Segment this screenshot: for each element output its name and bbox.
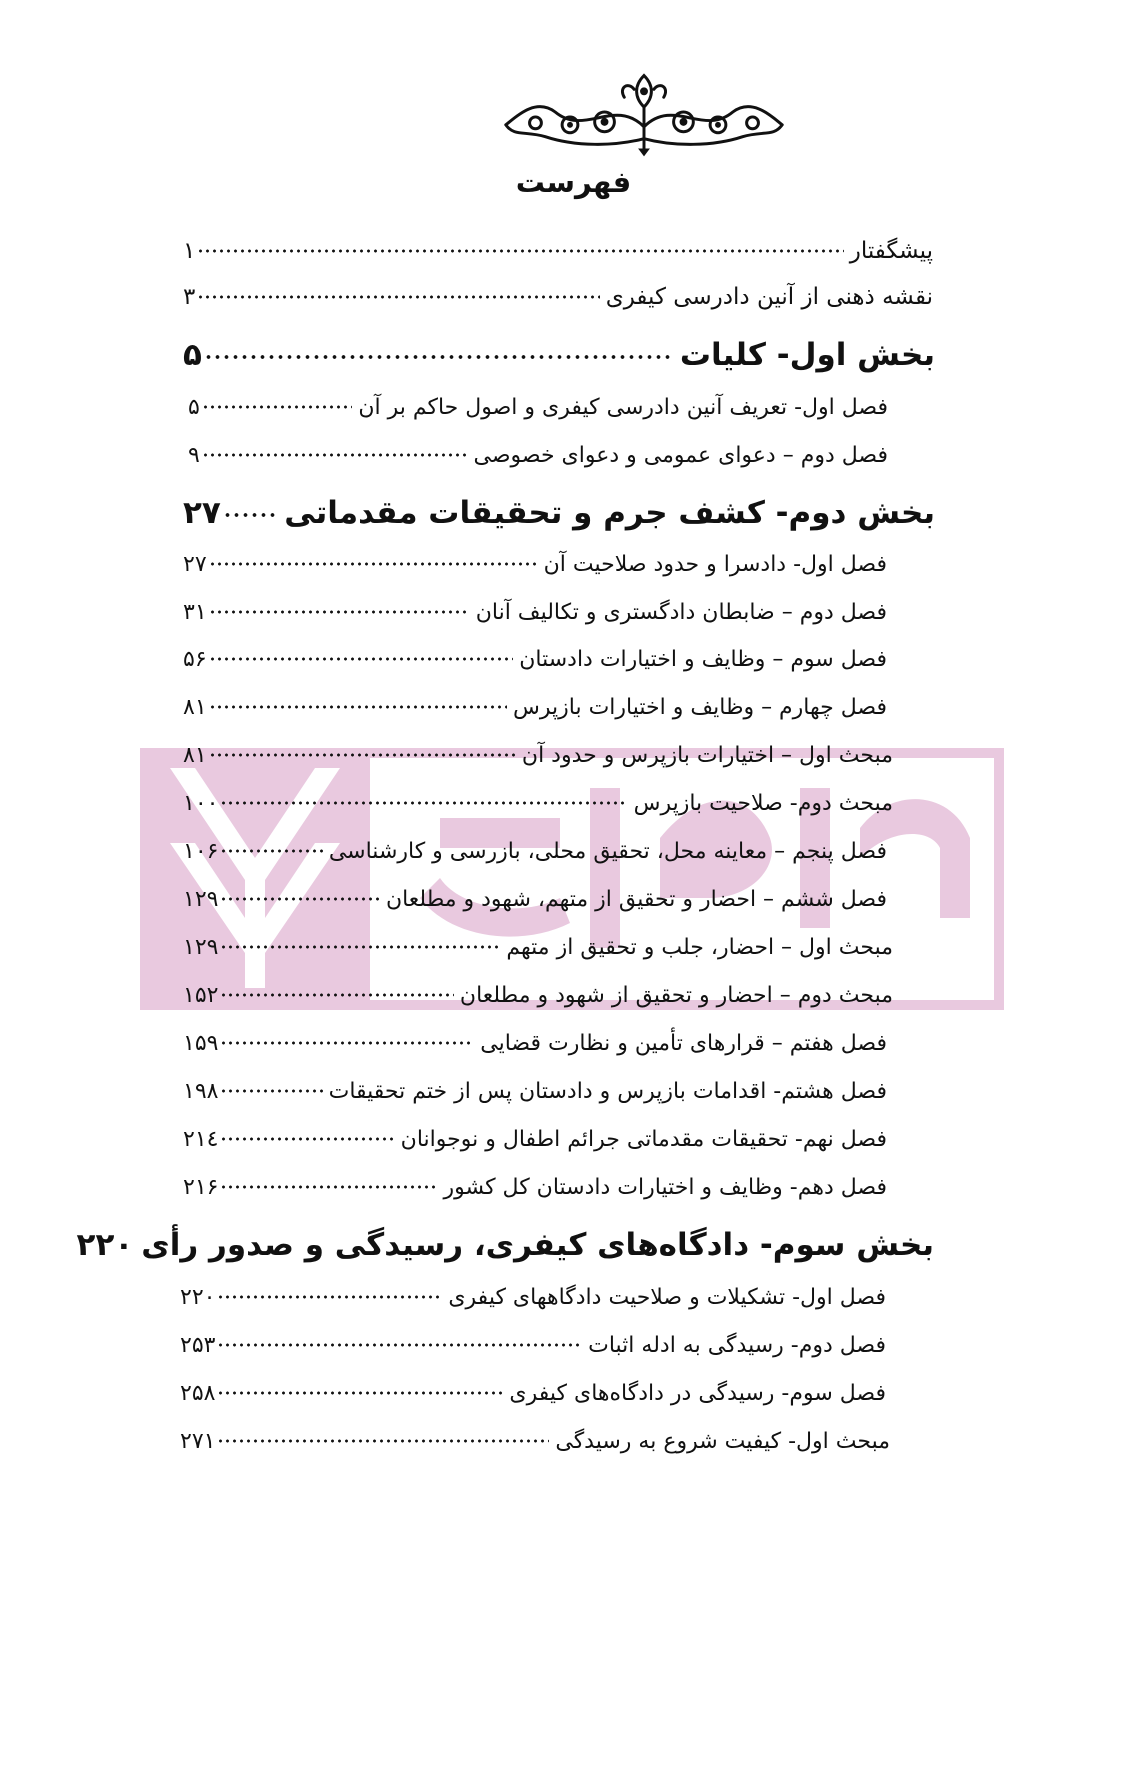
toc-section[interactable] <box>183 718 945 768</box>
dot-leader <box>217 1436 549 1446</box>
dot-leader <box>209 750 516 760</box>
entry-page: ۲۵۳ <box>180 1332 216 1358</box>
entry-label: فصل ششم – احضار و تحقیق از متهم، شهود و مطلعان <box>385 886 887 912</box>
entry-page: ۳۱ <box>183 599 207 625</box>
entry-label: فصل دوم- رسیدگی به ادله اثبات <box>588 1332 886 1358</box>
dot-leader <box>209 559 538 569</box>
toc-chapter[interactable] <box>188 370 888 420</box>
dot-leader <box>202 402 353 412</box>
entry-page: ۸۱ <box>183 742 207 768</box>
dot-leader <box>204 351 674 363</box>
entry-label: مبحث اول – احضار، جلب و تحقیق از متهم <box>506 934 893 960</box>
entry-label: بخش دوم- کشف جرم و تحقیقات مقدماتی <box>284 494 935 531</box>
entry-page: ۵ <box>188 394 200 420</box>
ornament-icon <box>496 66 792 158</box>
entry-page: ۳ <box>183 283 196 310</box>
entry-label: فصل دوم – ضابطان دادگستری و تکالیف آنان <box>475 599 887 625</box>
entry-page: ۸۱ <box>183 694 207 720</box>
entry-page: ۵ <box>183 336 202 373</box>
entry-label: فصل سوم – وظایف و اختیارات دادستان <box>519 646 887 672</box>
toc-chapter[interactable] <box>183 1006 887 1056</box>
toc-section[interactable] <box>183 766 945 816</box>
entry-page: ۱۹۸ <box>183 1078 219 1104</box>
dot-leader <box>220 846 322 856</box>
entry-label: فصل اول- تعریف آنین دادرسی کیفری و اصول حاکم بر آن <box>358 394 888 420</box>
dot-leader <box>223 509 278 521</box>
entry-label: نقشه ذهنی از آنین دادرسی کیفری <box>605 283 933 310</box>
dot-leader <box>220 1038 474 1048</box>
toc-chapter[interactable] <box>183 1102 887 1152</box>
dot-leader <box>220 894 379 904</box>
dot-leader <box>209 654 514 664</box>
toc-chapter[interactable] <box>183 575 887 625</box>
entry-page: ۱۰۶ <box>183 838 219 864</box>
toc-chapter[interactable] <box>188 418 888 468</box>
entry-page: ۱ <box>183 237 196 264</box>
entry-label: فصل دهم- وظایف و اختیارات دادستان کل کشور <box>443 1174 887 1200</box>
toc-chapter[interactable] <box>180 1356 886 1406</box>
toc-part-3[interactable] <box>76 1212 934 1263</box>
entry-page: ۲۵۸ <box>180 1380 216 1406</box>
entry-page: ۲۷ <box>183 551 207 577</box>
dot-leader <box>197 246 843 256</box>
entry-page: ۲۱۶ <box>183 1174 219 1200</box>
entry-page: ۱۰۰ <box>183 790 219 816</box>
page-title: فهرست <box>515 165 632 199</box>
entry-label: فصل دوم – دعوای عمومی و دعوای خصوصی <box>473 442 888 468</box>
toc-section[interactable] <box>183 958 945 1008</box>
toc-chapter[interactable] <box>180 1308 886 1358</box>
dot-leader <box>217 1340 582 1350</box>
toc-chapter[interactable] <box>183 862 887 912</box>
toc-chapter[interactable] <box>183 670 887 720</box>
entry-label: مبحث اول – اختیارات بازپرس و حدود آن <box>521 742 893 768</box>
toc-part-1[interactable] <box>183 322 935 372</box>
entry-label: فصل هشتم- اقدامات بازپرس و دادستان پس از ختم تحقیقات <box>328 1078 887 1104</box>
entry-page: ۲۱٤ <box>183 1126 219 1152</box>
dot-leader <box>220 1086 322 1096</box>
entry-label: فصل اول- تشکیلات و صلاحیت دادگاههای کیفری <box>448 1284 886 1310</box>
entry-label: مبحث دوم – احضار و تحقیق از شهود و مطلعان <box>459 982 893 1008</box>
dot-leader <box>209 607 470 617</box>
dot-leader <box>220 942 500 952</box>
entry-label: پیشگفتار <box>849 237 933 264</box>
toc-section[interactable] <box>183 910 945 960</box>
toc-section[interactable] <box>180 1404 942 1454</box>
entry-page: ۵۶ <box>183 646 207 672</box>
entry-page: ۱۵۲ <box>183 982 219 1008</box>
entry-label: بخش اول- کلیات <box>679 336 935 373</box>
dot-leader <box>220 1182 437 1192</box>
toc-part-2[interactable] <box>183 480 935 530</box>
entry-label: فصل هفتم – قرارهای تأمین و نظارت قضایی <box>480 1030 887 1056</box>
toc-chapter[interactable] <box>183 814 887 864</box>
entry-label: فصل پنجم – معاینه محل، تحقیق محلی، بازرسی و کارشناسی <box>328 838 887 864</box>
entry-label: مبحث اول- کیفیت شروع به رسیدگی <box>555 1428 890 1454</box>
entry-page: ۱۲۹ <box>183 934 219 960</box>
entry-label: فصل چهارم – وظایف و اختیارات بازپرس <box>513 694 887 720</box>
entry-page: ۲۲۰ <box>76 1226 134 1263</box>
dot-leader <box>217 1388 503 1398</box>
toc-chapter[interactable] <box>183 622 887 672</box>
entry-label: بخش سوم- دادگاه‌های کیفری، رسیدگی و صدور رأی <box>141 1226 934 1263</box>
dot-leader <box>220 798 627 808</box>
entry-label: فصل سوم- رسیدگی در دادگاه‌های کیفری <box>509 1380 886 1406</box>
dot-leader <box>217 1292 442 1302</box>
dot-leader <box>209 702 507 712</box>
dot-leader <box>220 1134 394 1144</box>
entry-page: ۱۵۹ <box>183 1030 219 1056</box>
entry-page: ۲۷ <box>183 494 221 531</box>
toc-chapter[interactable] <box>183 1054 887 1104</box>
entry-label: مبحث دوم- صلاحیت بازپرس <box>633 790 893 816</box>
entry-page: ۹ <box>188 442 200 468</box>
entry-page: ۲۲۰ <box>180 1284 216 1310</box>
dot-leader <box>202 450 468 460</box>
dot-leader <box>220 990 453 1000</box>
entry-label: فصل اول- دادسرا و حدود صلاحیت آن <box>543 551 887 577</box>
toc-chapter[interactable] <box>183 527 887 577</box>
dot-leader <box>197 292 599 302</box>
toc-entry-mind-map[interactable] <box>183 260 933 310</box>
entry-page: ۱۲۹ <box>183 886 219 912</box>
entry-page: ۲۷۱ <box>180 1428 216 1454</box>
toc-chapter[interactable] <box>180 1260 886 1310</box>
toc-chapter[interactable] <box>183 1150 887 1200</box>
entry-label: فصل نهم- تحقیقات مقدماتی جرائم اطفال و نوجوانان <box>400 1126 887 1152</box>
toc-entry-preface[interactable] <box>183 214 933 264</box>
